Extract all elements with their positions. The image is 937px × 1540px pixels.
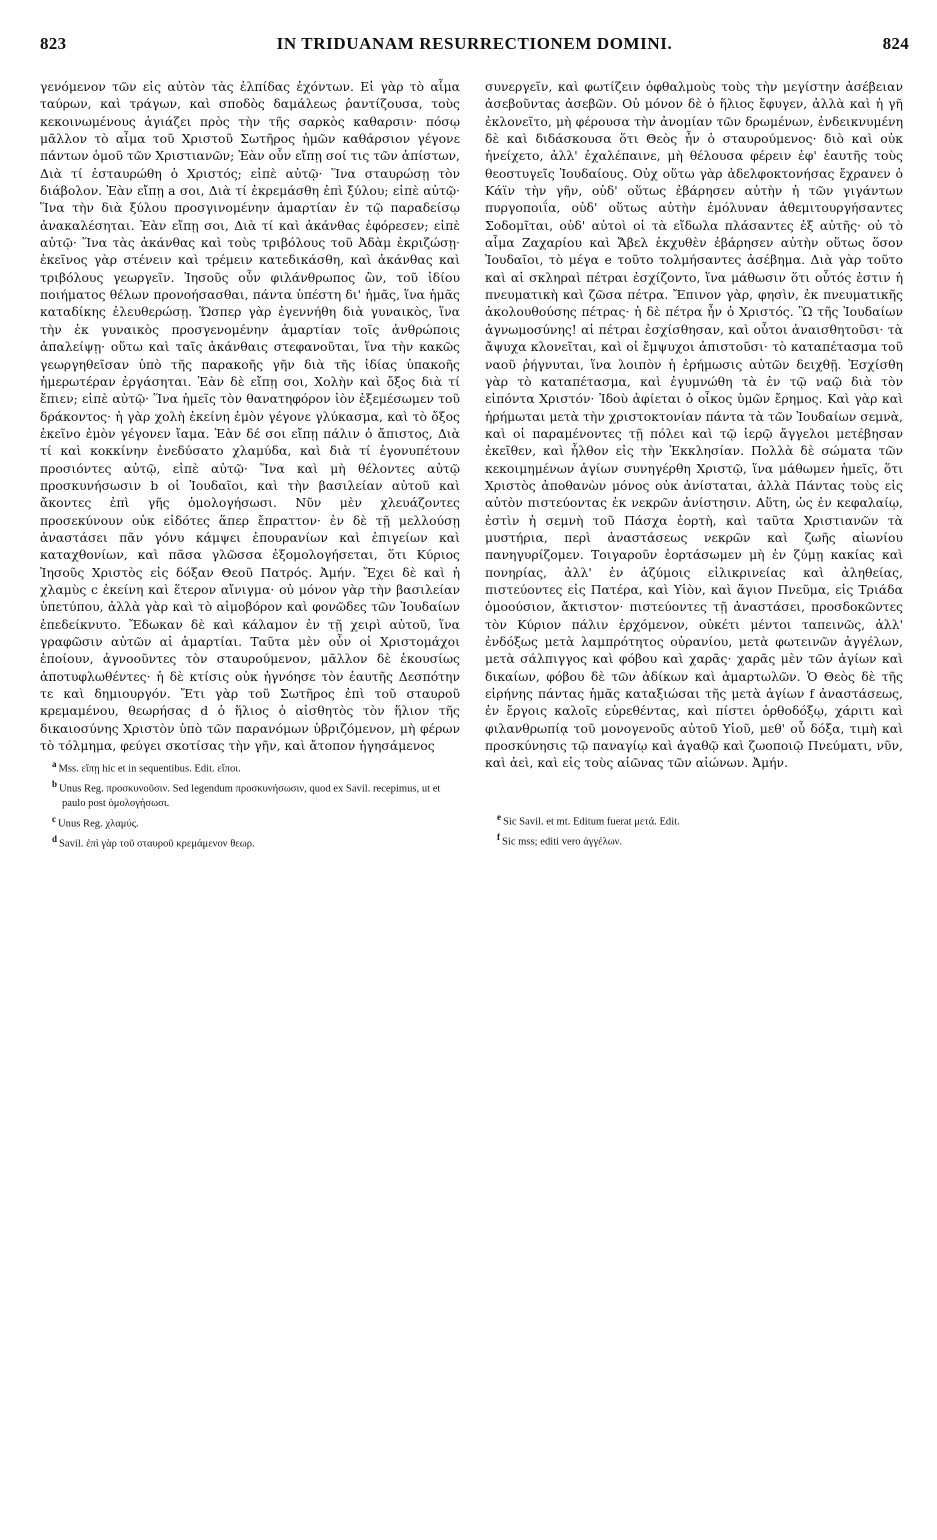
running-title: IN TRIDUANAM RESURRECTIONEM DOMINI. bbox=[276, 34, 673, 53]
footnote-mark: f bbox=[497, 831, 500, 842]
footnote-mark: b bbox=[52, 779, 58, 790]
footnote-text: Sic mss; editi vero ἀγγέλων. bbox=[502, 836, 623, 848]
footnote bbox=[485, 810, 903, 830]
footnote-text: Mss. εἴπῃ hic et in sequentibus. Edit. εἴποι. bbox=[58, 763, 241, 775]
footnote bbox=[485, 830, 903, 850]
right-column-body bbox=[485, 78, 903, 772]
footnote-text: Unus Reg. χλαμύς. bbox=[58, 818, 139, 830]
footnote-mark: c bbox=[52, 813, 56, 824]
right-column-paragraph: συνεργεῖν, καὶ φωτίζειν ὀφθαλμοὺς τοὺς τὴν μεγίστην ἀσέβειαν ἀσεβοῦντας ἀσεβῶν. Οὐ μόνον δὲ ὁ ἥλιος ἔφυγεν, ἀλλὰ καὶ ἡ γῆ ἐκλονεῖτο, μὴ φέρουσα τὴν ἀνομίαν τῶν δρωμένων, ἐνδεικνυμένη δὲ καὶ διδάσκουσα ὅτι Θεὸς ἦν ὁ σταυρούμενος· διὸ καὶ οὐκ ἠνείχετο, ἀλλ' ἐχαλέπαινε, μὴ θέλουσα φέρειν ἐφ' ἑαυτῆς τοὺς θεοστυγεῖς Ἰουδαίους. Οὐχ οὕτω γὰρ ἀδελφοκτονήσας ἔχρανεν ὁ Κάϊν τὴν γῆν, οὐδ' οὕτως ἐβάρησεν αὐτὴν ἡ τῶν γιγάντων πυργοποιΐα, οὐδ' οὕτως αὐτὴν ἐμόλυναν ἀθεμιτουργήσαντες Σοδομῖται, οὐδ' αὐτοὶ οἱ τὰ εἴδωλα πλάσαντες ἐξ αὐτῆς· οὐ τὸ αἷμα Ζαχαρίου καὶ Ἄβελ ἐκχυθὲν ἐβάρησεν αὐτὴν οὕτως ὅσον Ἰουδαῖοι, τὸ μέγα e τοῦτο τολμήσαντες ἀσέβημα. Διὰ γὰρ τοῦτο καὶ αἱ σκληραὶ πέτραι ἐσχίζοντο, ἵνα μάθωσιν ὅτι οὗτός ἐστιν ἡ πνευματικὴ καὶ ζῶσα πέτρα. Ἔπινον γὰρ, φησὶν, ἐκ πνευματικῆς ἀκολουθούσης πέτρας· ἡ δὲ πέτρα ἦν ὁ Χριστός. Ὢ τῆς Ἰουδαίων ἀγνωμοσύνης! αἱ πέτραι ἐσχίσθησαν, καὶ οὗτοι ἀναισθητοῦσι· τὰ ἄψυχα κλονεῖται, καὶ οἱ ἔμψυχοι ἀπιστοῦσι· τὸ καταπέτασμα τοῦ ναοῦ ῥήγνυται, ἵνα λοιπὸν ἡ ἐρήμωσις αὐτῶν δειχθῇ. Ἐσχίσθη γὰρ τὸ καταπέτασμα, καὶ ἐγυμνώθη τὰ ἐν τῷ ναῷ διὰ τὸν εἰπόντα Χριστόν· Ἰδοὺ ἀφίεται ὁ οἶκος ὑμῶν ἔρημος. Καὶ γὰρ καὶ ἠρήμωται μετὰ τὴν χριστοκτονίαν πάντα τὰ τῶν Ἰουδαίων σεμνὰ, καὶ οἱ παραμένοντες τῇ πόλει καὶ τῷ ἱερῷ ἄγγελοι μετέβησαν ἐκεῖθεν, καὶ ἦλθον εἰς τὴν Ἐκκλησίαν. Πολλὰ δὲ σώματα τῶν κεκοιμημένων ἁγίων συνηγέρθη Χριστῷ, ἵνα μάθωμεν ἡμεῖς, ὅτι Χριστὸς ἀποθανὼν μόνος οὐκ ἀνίσταται, ἀλλὰ Πάντας τοὺς εἰς αὐτὸν πιστεύοντας ἐκ νεκρῶν ἀνίστησιν. Αὕτη, ὡς ἐν κεφαλαίῳ, ἐστὶν ἡ σεμνὴ τοῦ Πάσχα ἑορτὴ, καὶ ταῦτα Χριστιανῶν τὰ μυστήρια, περὶ ἀναστάσεως νεκρῶν καὶ ζωῆς αἰωνίου πανηγυρίζομεν. Τοιγαροῦν ἑορτάσωμεν μὴ ἐν ζύμῃ κακίας καὶ πονηρίας, ἀλλ' ἐν ἀζύμοις εἰλικρινείας καὶ ἀληθείας, πιστεύοντες εἰς Πατέρα, καὶ Υἱὸν, καὶ ἅγιον Πνεῦμα, εἰς Τριάδα ὁμοούσιον, ἄκτιστον· πιστεύοντες τῇ ἀναστάσει, προσδοκῶντες τὸν Κύριον πάλιν ἐρχόμενον, οὐκέτι μέντοι ταπεινῶς, ἀλλ' ἐνδόξως μετὰ λαμπρότητος οὐρανίου, μετὰ φωτεινῶν ἀγγέλων, μετὰ σάλπιγγος καὶ φόβου καὶ χαρᾶς· χαρᾶς μὲν τῶν ἁγίων καὶ δικαίων, φόβου δὲ τῶν ἀδίκων καὶ ἁμαρτωλῶν. Ὁ Θεὸς δὲ τῆς εἰρήνης πάντας ἡμᾶς καταξιώσαι τῆς μετὰ ἁγίων f ἀναστάσεως, ἐν ἔργοις καλοῖς εὑρεθέντας, καὶ πίστει ὀρθοδόξῳ, χάριτι καὶ φιλανθρωπίᾳ τοῦ μονογενοῦς αὐτοῦ Υἱοῦ, μεθ' οὗ δόξα, τιμὴ καὶ προσκύνησις τῷ παναγίῳ καὶ ἀγαθῷ καὶ ζωοποιῷ Πνεύματι, νῦν, καὶ ἀεὶ, καὶ εἰς τοὺς αἰῶνας τῶν αἰώνων. Ἀμήν. bbox=[485, 79, 903, 771]
footnote-mark: a bbox=[52, 759, 57, 770]
footnote-text: Sic Savil. et mt. Editum fuerat μετά. Edit. bbox=[503, 816, 680, 828]
right-footnotes bbox=[485, 810, 903, 850]
right-column bbox=[485, 78, 903, 852]
two-column-text bbox=[40, 78, 909, 852]
left-column bbox=[40, 78, 460, 852]
left-page-number: 823 bbox=[40, 34, 67, 53]
footnote-text: Savil. ἐπὶ γὰρ τοῦ σταυροῦ κρεμάμενον θεωρ. bbox=[59, 838, 255, 850]
right-page-number: 824 bbox=[882, 34, 909, 53]
footnote-mark: e bbox=[497, 811, 501, 822]
footnote bbox=[40, 777, 460, 811]
footnote bbox=[40, 832, 460, 852]
left-column-paragraph: γενόμενον τῶν εἰς αὐτὸν τὰς ἐλπίδας ἐχόντων. Εἰ γὰρ τὸ αἷμα ταύρων, καὶ τράγων, καὶ σποδὸς δαμάλεως ῥαντίζουσα, τοὺς κεκοινωμένους ἁγιάζει πρὸς τὴν τῆς σαρκὸς καθαρσιν· πόσῳ μᾶλλον τὸ αἷμα τοῦ Χριστοῦ Σωτῆρος ἡμῶν καθάρσιον γέγονε πάντων ὁμοῦ τῶν Χριστιανῶν; Ἐὰν οὖν εἴπῃ σοί τις τῶν ἀπίστων, Διὰ τί ἐσταυρώθη ὁ Χριστός; εἰπὲ αὐτῷ· Ἵνα σταυρώσῃ τὸν διάβολον. Ἐὰν εἴπῃ a σοι, Διὰ τί ἐκρεμάσθη ἐπὶ ξύλου; εἰπὲ αὐτῷ· Ἵνα τὴν διὰ ξύλου προσγινομένην ἁμαρτίαν ἐν τῷ παραδείσῳ ἀνακαλέσηται. Ἐὰν εἴπῃ σοι, Διὰ τί καὶ ἀκάνθας ἐφόρεσεν; εἰπὲ αὐτῷ· Ἵνα τὰς ἀκάνθας καὶ τοὺς τριβόλους τοῦ Ἀδὰμ ἐκριζώσῃ· ἐκεῖνος γὰρ στένειν καὶ τρέμειν κατεδικάσθη, καὶ ἀκάνθας καὶ τριβόλους γεωργεῖν. Ἰησοῦς οὖν φιλάνθρωπος ὢν, τοῦ ἰδίου ποιήματος θέλων προνοήσασθαι, πάντα ὑπέστη δι' ἡμᾶς, ἵνα ἡμᾶς καταδίκης ἐλευθερώσῃ. Ὥσπερ γὰρ ἐγεννήθη διὰ γυναικὸς, ἵνα τὴν ἐκ γυναικὸς προσγενομένην ἁμαρτίαν τοῖς ἀνθρώποις ἀπαλείψῃ· οὕτω καὶ ταῖς ἀκάνθαις στεφανοῦται, ἵνα τὴν κακῶς γεωργηθεῖσαν ὑπὸ τῆς παρακοῆς γῆν διὰ τῆς ἰδίας ὑπακοῆς ἡμερωτέραν ἐργάσηται. Ἐὰν δὲ εἴπῃ σοι, Χολὴν καὶ ὄξος διὰ τί ἔπιεν; εἰπὲ αὐτῷ· Ἵνα ἡμεῖς τὸν θανατηφόρον ἰὸν ἐξεμέσωμεν τοῦ δράκοντος· ἡ γὰρ χολὴ ἐκείνη ἐμὸν γέγονε γλύκασμα, καὶ τὸ ὄξος ἐκεῖνο ἐμὸν γέγονεν ἴαμα. Ἐὰν δέ σοι εἴπῃ πάλιν ὁ ἄπιστος, Διὰ τί καὶ κοκκίνην ἐνεδύσατο χλαμύδα, καὶ διὰ τί ἐγονυπέτουν προσιόντες αὐτῷ, εἰπὲ αὐτῷ· Ἵνα καὶ μὴ θέλοντες αὐτῷ προσκυνήσωσιν b οἱ Ἰουδαῖοι, καὶ τὴν βασιλείαν αὐτοῦ καὶ ἄκοντες ἐπὶ γῆς ὁμολογήσωσι. Νῦν μὲν χλευάζοντες προσεκύνουν οὐκ εἰδότες ἅπερ ἔπραττον· ἐν δὲ τῇ μελλούσῃ ἀναστάσει πᾶν γόνυ κάμψει ἐπουρανίων καὶ ἐπιγείων καὶ καταχθονίων, καὶ πᾶσα γλῶσσα ἐξομολογήσεται, ὅτι Κύριος Ἰησοῦς Χριστὸς εἰς δόξαν Θεοῦ Πατρός. Ἀμήν. Ἔχει δὲ καὶ ἡ χλαμὺς c ἐκείνη καὶ ἕτερον αἴνιγμα· οὐ μόνον γὰρ τὴν βασιλείαν ὑπετύπου, ἀλλὰ γὰρ καὶ τὸ αἱμοβόρον καὶ φονῶδες τῶν Ἰουδαίων ἐπεδείκνυτο. Ἔδωκαν δὲ καὶ κάλαμον ἐν τῇ χειρὶ αὐτοῦ, ἵνα γραφῶσιν αὐτῶν αἱ ἁμαρτίαι. Ταῦτα μὲν οὖν οἱ Χριστομάχοι ἐποίουν, ἀγνοοῦντες τὸν σταυρούμενον, μᾶλλον δὲ ἑκουσίως ἀποτυφλωθέντες· ἡ δὲ κτίσις οὐκ ἠγνόησε τὸν ἑαυτῆς Δεσπότην τε καὶ δημιουργόν. Ἔτι γὰρ τοῦ Σωτῆρος ἐπὶ τοῦ σταυροῦ κρεμαμένου, θεωρήσας d ὁ ἥλιος ὁ αἰσθητὸς τὸν ἥλιον τῆς δικαιοσύνης Χριστὸν ὑπὸ τῶν παρανόμων ὑβριζόμενον, μὴ φέρων τὸ τόλμημα, φεύγει σκοτίσας τὴν γῆν, καὶ ἄτοπον ἡγησάμενος bbox=[40, 79, 460, 754]
footnote bbox=[40, 812, 460, 832]
running-header bbox=[40, 34, 909, 54]
footnote-text: Unus Reg. προσκυνοῦσιν. Sed legendum προσκυνήσωσιν, quod ex Savil. recepimus, ut et paulo post ὁμολογήσωσι. bbox=[59, 783, 441, 810]
footnote bbox=[40, 757, 460, 777]
footnote-mark: d bbox=[52, 833, 58, 844]
left-footnotes bbox=[40, 757, 460, 851]
left-column-body bbox=[40, 78, 460, 754]
